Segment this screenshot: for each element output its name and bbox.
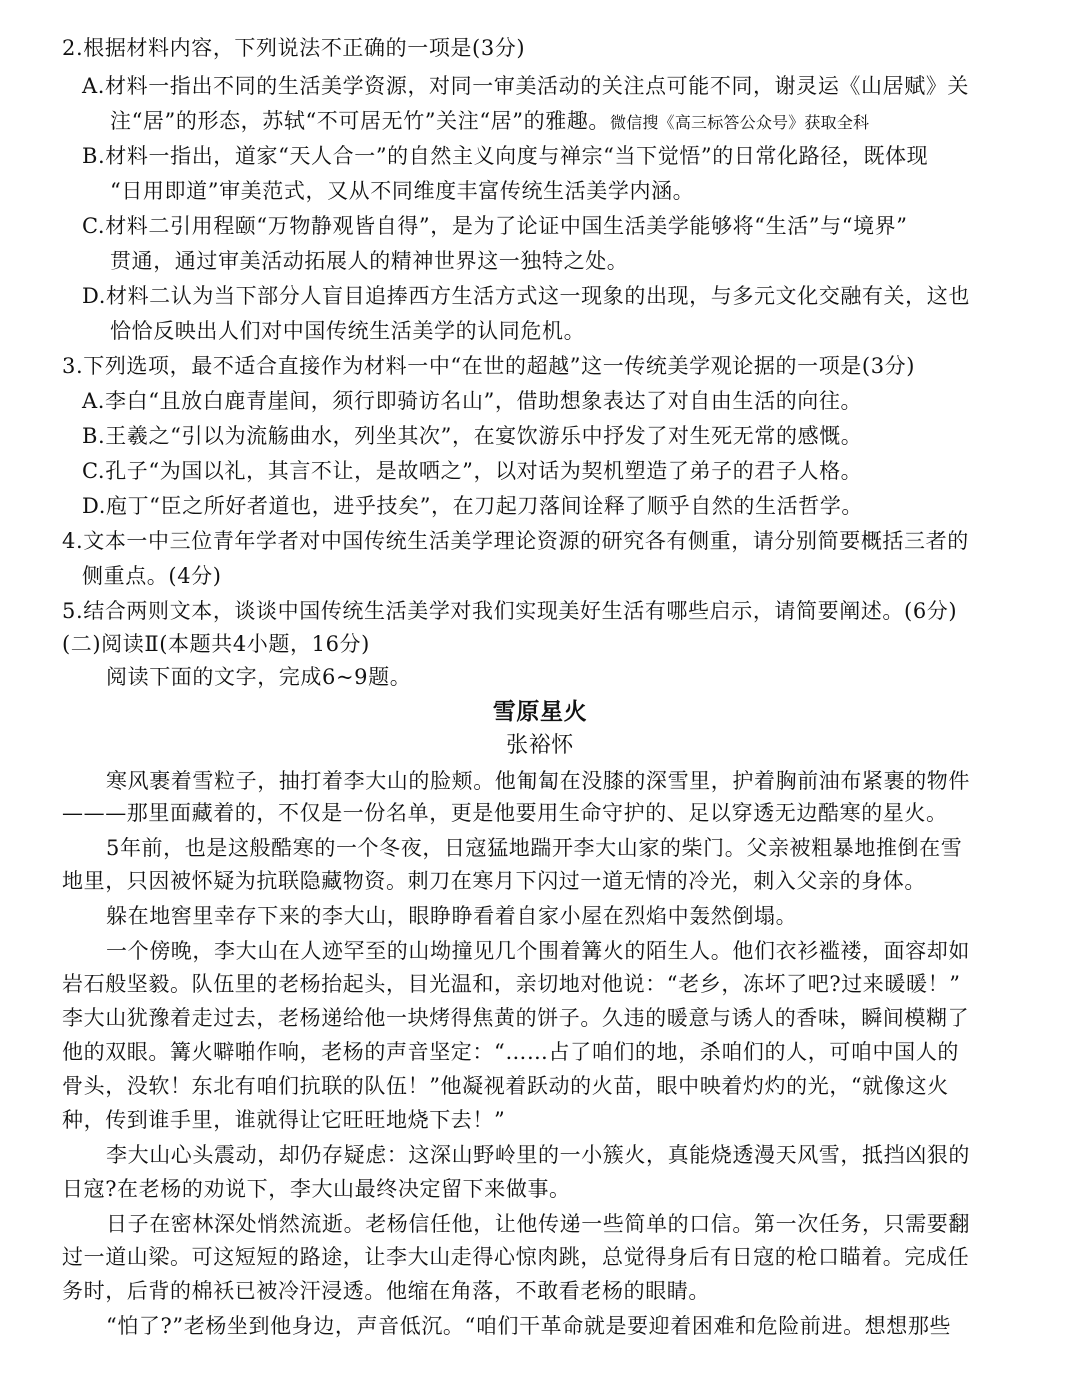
q4-line2: 侧重点。(4分) xyxy=(82,564,222,588)
story-author: 张裕怀 xyxy=(506,733,574,758)
story-line: 李大山心头震动，却仍存疑虑：这深山野岭里的一小簇火，真能烧透漫天风雪，抵挡凶狠的 xyxy=(106,1143,970,1167)
q5: 5.结合两则文本，谈谈中国传统生活美学对我们实现美好生活有哪些启示，请简要阐述。(6分) xyxy=(62,599,958,623)
story-line: 躲在地窖里幸存下来的李大山，眼睁睁看着自家小屋在烈焰中轰然倒塌。 xyxy=(106,904,798,928)
story-line: ———那里面藏着的，不仅是一份名单，更是他要用生命守护的、足以穿透无边酷寒的星火。 xyxy=(62,801,948,825)
story-line: 地里，只因被怀疑为抗联隐藏物资。刺刀在寒月下闪过一道无情的冷光，刺入父亲的身体。 xyxy=(62,869,926,893)
section-instruction: 阅读下面的文字，完成6~9题。 xyxy=(106,665,412,689)
story-line: 寒风裹着雪粒子，抽打着李大山的脸颊。他匍匐在没膝的深雪里，护着胸前油布紧裹的物件 xyxy=(106,769,970,793)
q3-option-a: A.李白“且放白鹿青崖间，须行即骑访名山”，借助想象表达了对自由生活的向往。 xyxy=(82,389,863,413)
q4-line1: 4.文本一中三位青年学者对中国传统生活美学理论资源的研究各有侧重，请分别简要概括三者的 xyxy=(62,529,969,553)
q3-stem: 3.下列选项，最不适合直接作为材料一中“在世的超越”这一传统美学观论据的一项是(3分) xyxy=(62,354,916,378)
q2-option-b-line2: “日用即道”审美范式，又从不同维度丰富传统生活美学内涵。 xyxy=(110,179,695,203)
q2-option-d-line1: D.材料二认为当下部分人盲目追捧西方生活方式这一现象的出现，与多元文化交融有关，这也 xyxy=(82,284,970,308)
q2-option-a-line2 xyxy=(110,106,869,138)
watermark-note: 微信搜《高三标答公众号》获取全科 xyxy=(610,113,870,132)
story-line: “怕了?”老杨坐到他身边，声音低沉。“咱们干革命就是要迎着困难和危险前进。想想那些 xyxy=(106,1314,952,1338)
q3-option-d: D.庖丁“臣之所好者道也，进乎技矣”，在刀起刀落间诠释了顺乎自然的生活哲学。 xyxy=(82,494,864,518)
q2-option-b-line1: B.材料一指出，道家“天人合一”的自然主义向度与禅宗“当下觉悟”的日常化路径，既体现 xyxy=(82,144,929,168)
section-heading: (二)阅读Ⅱ(本题共4小题，16分) xyxy=(62,632,370,656)
q3-option-b: B.王羲之“引以为流觞曲水，列坐其次”，在宴饮游乐中抒发了对生死无常的感慨。 xyxy=(82,424,863,448)
story-line: 李大山犹豫着走过去，老杨递给他一块烤得焦黄的饼子。久违的暖意与诱人的香味，瞬间模糊了 xyxy=(62,1006,970,1030)
story-title: 雪原星火 xyxy=(492,698,588,725)
q2-option-d-line2: 恰恰反映出人们对中国传统生活美学的认同危机。 xyxy=(110,319,586,343)
q3-option-c: C.孔子“为国以礼，其言不让，是故哂之”，以对话为契机塑造了弟子的君子人格。 xyxy=(82,459,863,483)
q2-option-a-line1: A.材料一指出不同的生活美学资源，对同一审美活动的关注点可能不同，谢灵运《山居赋》关 xyxy=(82,74,970,98)
story-line: 日寇?在老杨的劝说下，李大山最终决定留下来做事。 xyxy=(62,1177,571,1201)
story-line: 日子在密林深处悄然流逝。老杨信任他，让他传递一些简单的口信。第一次任务，只需要翻 xyxy=(106,1212,970,1236)
story-line: 岩石般坚毅。队伍里的老杨抬起头，目光温和，亲切地对他说：“老乡，冻坏了吧?过来暖暖！” xyxy=(62,972,961,996)
story-line: 他的双眼。篝火噼啪作响，老杨的声音坚定：“……占了咱们的地，杀咱们的人，可咱中国人的 xyxy=(62,1040,959,1064)
q2-option-a-text: 注“居”的形态，苏轼“不可居无竹”关注“居”的雅趣。 xyxy=(110,109,611,133)
story-line: 骨头，没软！东北有咱们抗联的队伍！”他凝视着跃动的火苗，眼中映着灼灼的光，“就像这火 xyxy=(62,1074,949,1098)
story-line: 5年前，也是这般酷寒的一个冬夜，日寇猛地踹开李大山家的柴门。父亲被粗暴地推倒在雪 xyxy=(106,836,963,860)
q2-option-c-line2: 贯通，通过审美活动拓展人的精神世界这一独特之处。 xyxy=(110,249,629,273)
q2-stem: 2.根据材料内容，下列说法不正确的一项是(3分) xyxy=(62,36,526,60)
story-line: 务时，后背的棉袄已被冷汗浸透。他缩在角落，不敢看老杨的眼睛。 xyxy=(62,1279,710,1303)
story-line: 种，传到谁手里，谁就得让它旺旺地烧下去！” xyxy=(62,1108,506,1132)
story-line: 过一道山梁。可这短短的路途，让李大山走得心惊肉跳，总觉得身后有日寇的枪口瞄着。完成任 xyxy=(62,1245,970,1269)
story-line: 一个傍晚，李大山在人迹罕至的山坳撞见几个围着篝火的陌生人。他们衣衫褴褛，面容却如 xyxy=(106,939,970,963)
q2-option-c-line1: C.材料二引用程颐“万物静观皆自得”，是为了论证中国生活美学能够将“生活”与“境界” xyxy=(82,214,908,238)
